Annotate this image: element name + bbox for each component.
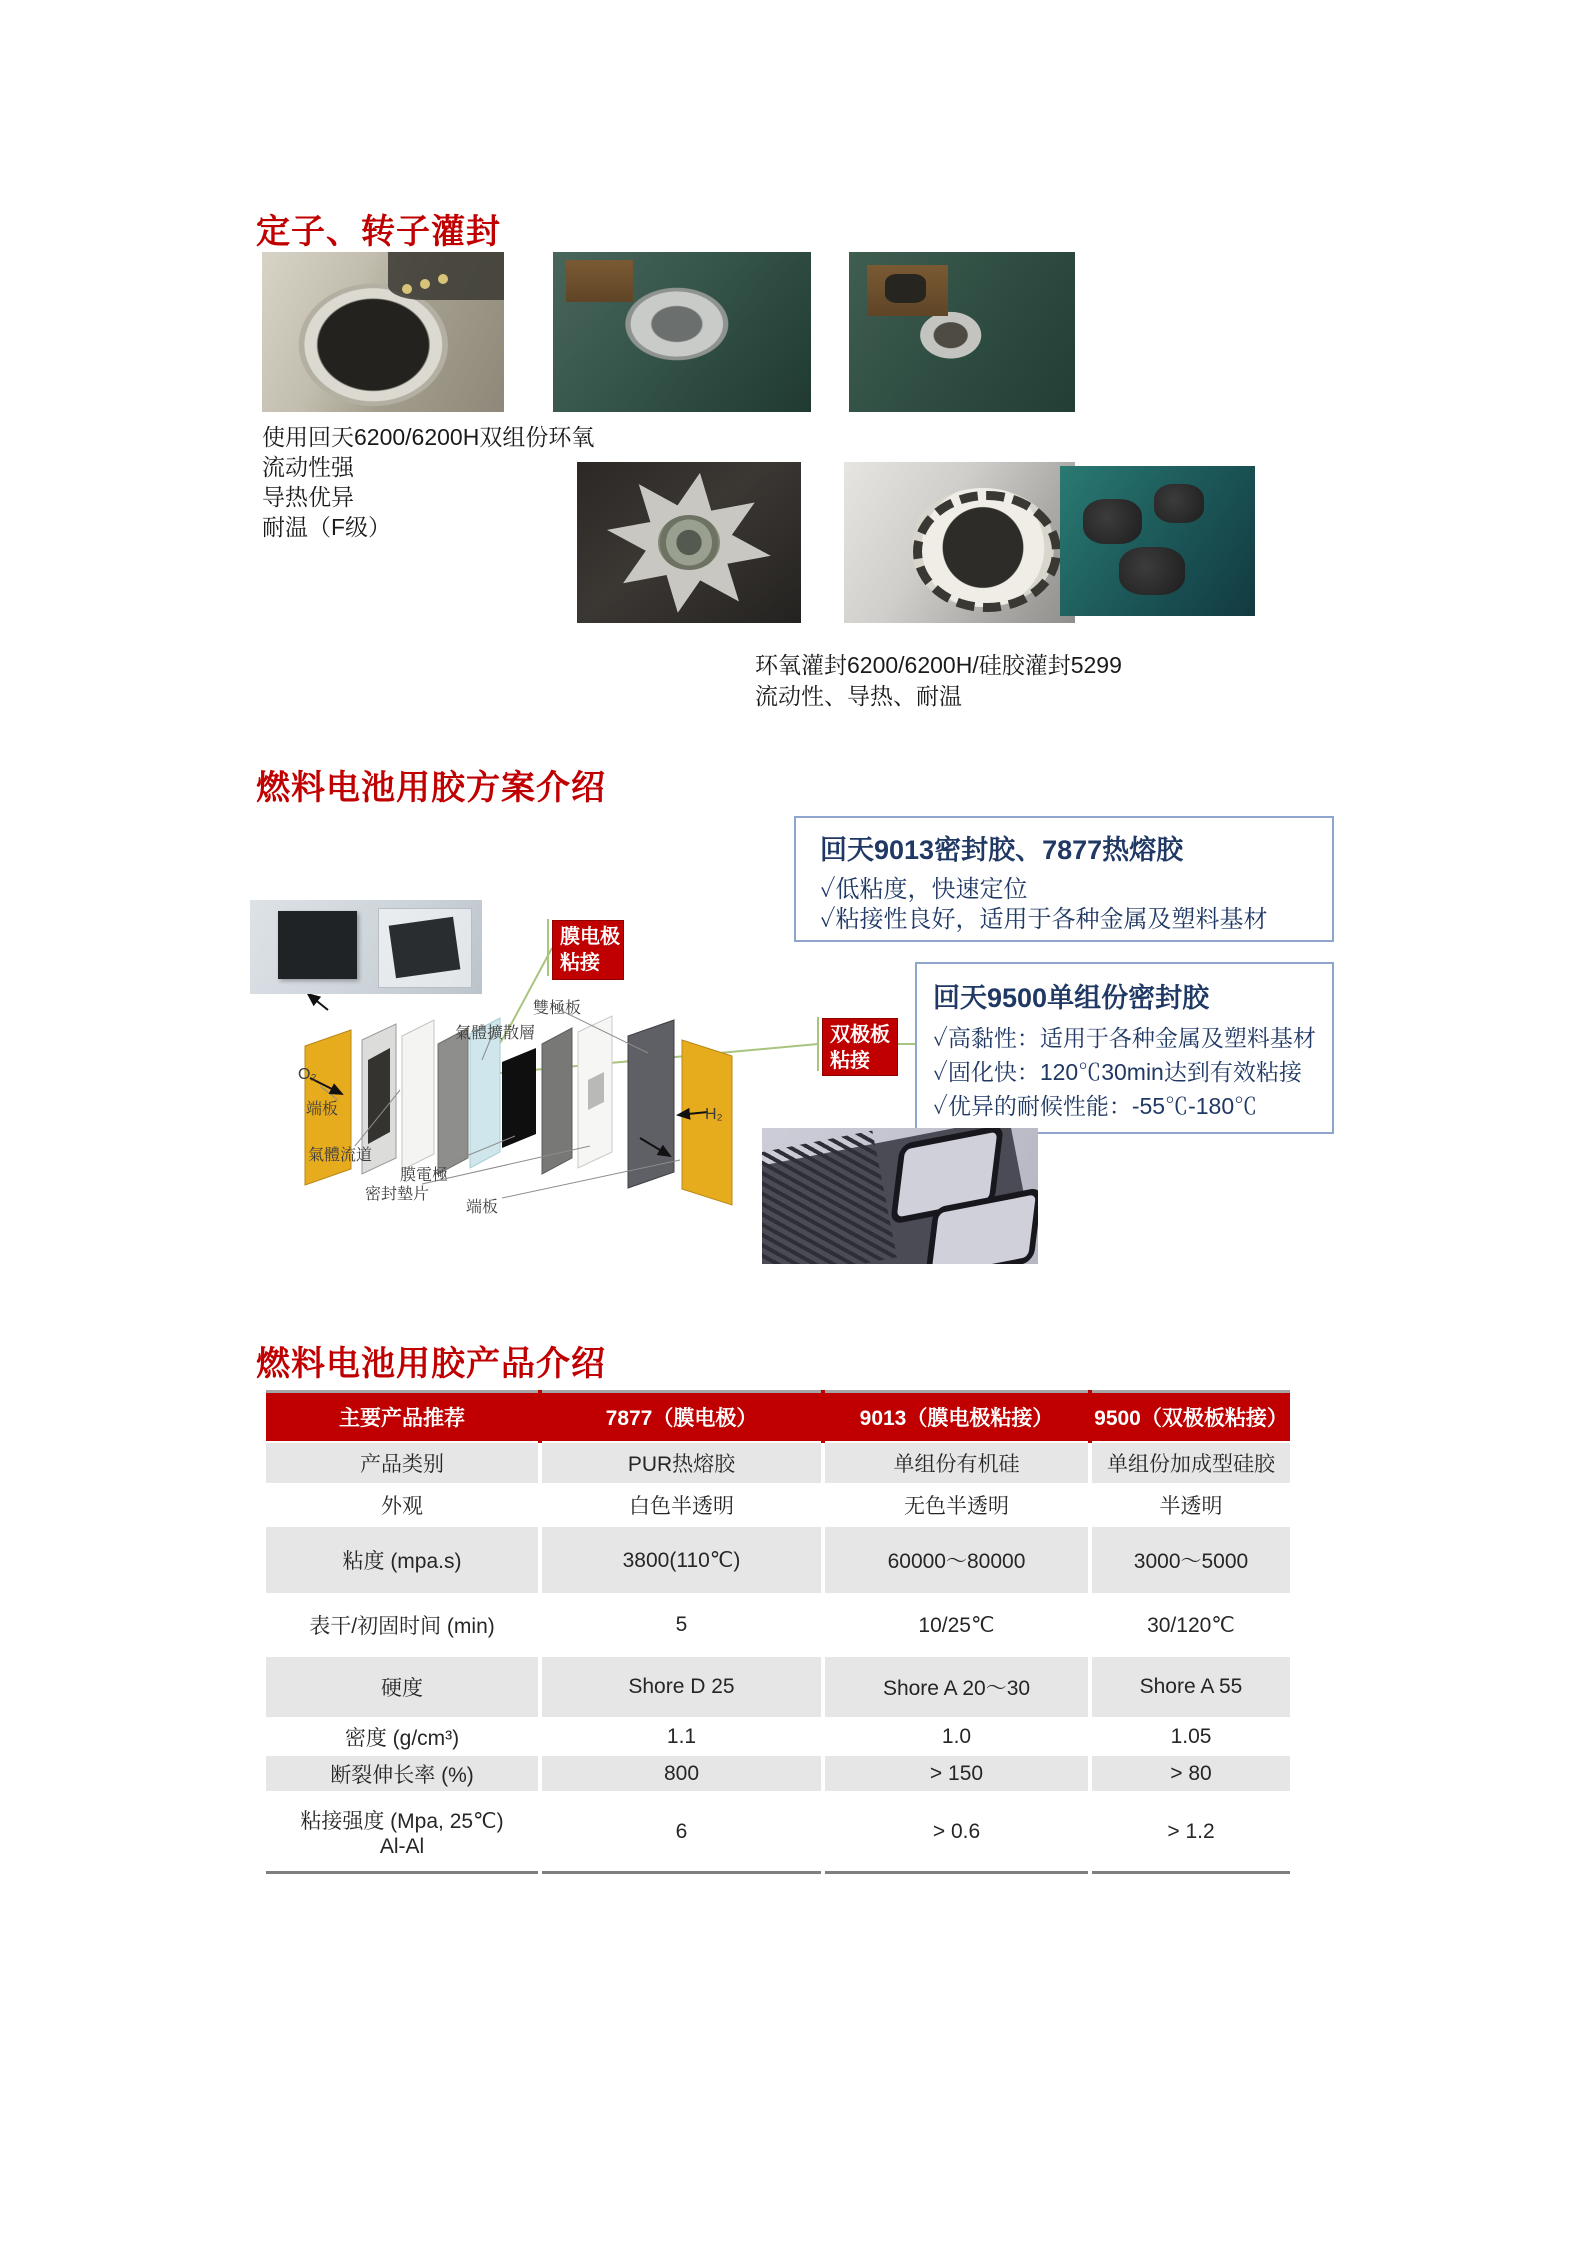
product-spec-table [266,1390,1290,1874]
diagram-label-o2: O₂ [298,1066,317,1083]
photo-decoration [885,274,926,303]
photo-stator-potting-2 [553,252,811,412]
cell: 1.05 [1090,1718,1290,1755]
cell: 800 [540,1755,823,1792]
row-label: 粘度 (mpa.s) [266,1526,540,1594]
cell: 60000～80000 [823,1526,1090,1594]
row-label: 硬度 [266,1656,540,1718]
row-label: 外观 [266,1484,540,1526]
diagram-label-h2: H₂ [705,1106,723,1123]
diagram-label-gasket: 密封墊片 [365,1186,430,1203]
row-label-line: Al-Al [379,1835,425,1858]
photo-decoration [566,260,633,302]
photo-decoration [913,491,1060,612]
photo-decoration [388,916,460,977]
tag-bipolar-plate-bonding [822,1018,898,1076]
photo-stator-potting-3 [849,252,1075,412]
cell: 半透明 [1090,1484,1290,1526]
table-row [266,1792,1290,1873]
table-row [266,1718,1290,1755]
header-cell: 9500（双极板粘接） [1090,1392,1290,1443]
tag-line: 粘接 [830,1050,870,1072]
table-row [266,1484,1290,1526]
diagram-label-endplate-left: 端板 [306,1101,339,1118]
section3-heading: 燃料电池用胶产品介绍 [256,1345,606,1383]
product-table-wrapper [266,1390,1290,1874]
row-label: 断裂伸长率 (%) [266,1755,540,1792]
callout-bullet: ✓高黏性：适用于各种金属及塑料基材 [933,1025,1316,1051]
photo-motor-housings [1060,466,1255,616]
table-row [266,1656,1290,1718]
photo-decoration [278,911,357,979]
row-label-line: 粘接强度 (Mpa, 25℃) [300,1810,504,1833]
diagram-label-endplate-right: 端板 [466,1199,499,1216]
callout-title: 回天9013密封胶、7877热熔胶 [820,835,1184,865]
table-row [266,1755,1290,1792]
header-cell: 主要产品推荐 [266,1392,540,1443]
cell: 1.0 [823,1718,1090,1755]
desc-line: 耐温（F级） [262,514,392,540]
cell: PUR热熔胶 [540,1442,823,1484]
cell: Shore D 25 [540,1656,823,1718]
cell: 1.1 [540,1718,823,1755]
cell: 5 [540,1594,823,1656]
section1-caption [755,650,1315,712]
desc-line: 流动性强 [262,454,354,480]
cell: 10/25℃ [823,1594,1090,1656]
photo-stator-core [844,462,1075,623]
desc-line: 使用回天6200/6200H双组份环氧 [262,424,595,450]
photo-stator-potting-1 [262,252,504,412]
photo-membrane-electrode [250,900,482,994]
row-label: 密度 (g/cm³) [266,1718,540,1755]
cell: > 1.2 [1090,1792,1290,1873]
photo-decoration [658,515,721,570]
photo-rotor-star [577,462,801,623]
callout-bullet: ✓优异的耐候性能：-55℃-180℃ [933,1093,1258,1119]
cell: 白色半透明 [540,1484,823,1526]
row-label: 产品类别 [266,1442,540,1484]
header-cell: 7877（膜电极） [540,1392,823,1443]
header-cell: 9013（膜电极粘接） [823,1392,1090,1443]
diagram-label-flow-channel: 氣體流道 [308,1147,373,1164]
callout-title: 回天9500单组份密封胶 [933,983,1210,1013]
cell: > 0.6 [823,1792,1090,1873]
diagram-label-bipolar-plate: 雙極板 [533,1000,582,1017]
row-label: 表干/初固时间 (min) [266,1594,540,1656]
cell: > 150 [823,1755,1090,1792]
cell: 30/120℃ [1090,1594,1290,1656]
tag-line: 双极板 [830,1024,890,1046]
photo-bipolar-plate [762,1128,1038,1264]
cell: 6 [540,1792,823,1873]
row-label [266,1792,540,1873]
section2-heading: 燃料电池用胶方案介绍 [256,769,606,807]
cell: > 80 [1090,1755,1290,1792]
diagram-label-mea: 膜電極 [400,1167,449,1184]
photo-decoration [1083,499,1142,544]
cell: Shore A 20～30 [823,1656,1090,1718]
cell: 3800(110℃) [540,1526,823,1594]
callout-bullet: ✓粘接性良好，适用于各种金属及塑料基材 [820,906,1268,933]
caption-line: 流动性、导热、耐温 [755,683,962,709]
table-row [266,1442,1290,1484]
desc-line: 导热优异 [262,484,354,510]
callout-box-9500 [915,962,1334,1134]
tag-line: 膜电极 [560,926,620,948]
tag-membrane-electrode-bonding [552,920,624,980]
exploded-plates [305,1016,732,1205]
photo-decoration [1119,547,1185,595]
cell: 单组份加成型硅胶 [1090,1442,1290,1484]
photo-decoration [1154,484,1205,523]
cell: 无色半透明 [823,1484,1090,1526]
callout-bullet: ✓固化快：120℃30min达到有效粘接 [933,1059,1302,1085]
callout-box-9013-7877 [794,816,1334,942]
caption-line: 环氧灌封6200/6200H/硅胶灌封5299 [755,652,1122,678]
section1-heading: 定子、转子灌封 [256,213,501,251]
tag-line: 粘接 [560,952,600,974]
cell: 单组份有机硅 [823,1442,1090,1484]
cell: 3000～5000 [1090,1526,1290,1594]
table-row [266,1526,1290,1594]
table-header-row [266,1392,1290,1443]
diagram-label-gdl: 氣體擴散層 [455,1025,536,1042]
table-row [266,1594,1290,1656]
cell: Shore A 55 [1090,1656,1290,1718]
callout-bullet: ✓低粘度，快速定位 [820,876,1028,903]
